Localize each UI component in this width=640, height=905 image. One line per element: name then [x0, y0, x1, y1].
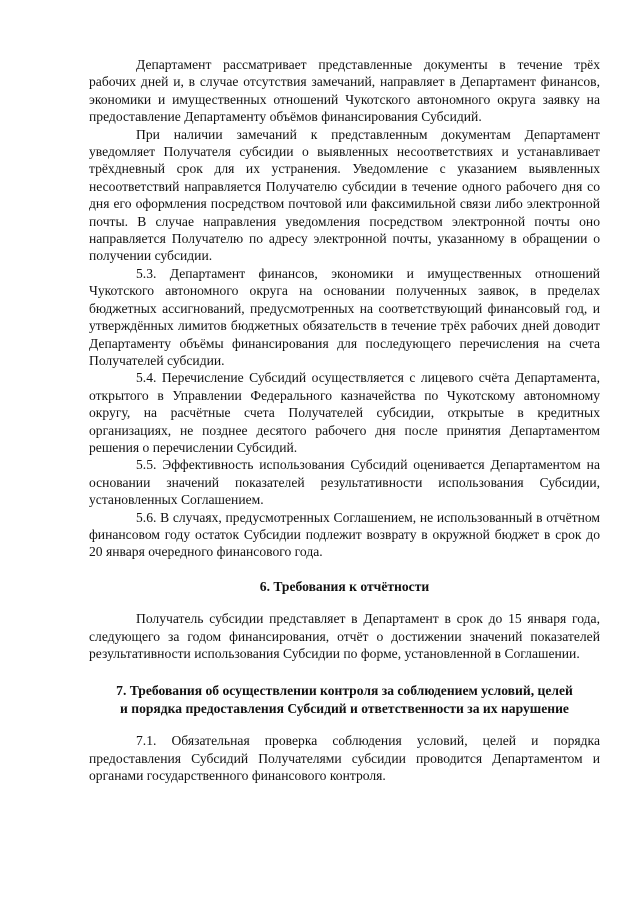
spacer: [89, 717, 600, 732]
section-6-heading: 6. Требования к отчётности: [259, 578, 430, 594]
section-7-heading-line-2: и порядка предоставления Субсидий и ответственности за их нарушение: [120, 700, 569, 716]
paragraph-5-5: 5.5. Эффективность использования Субсидий оценивается Департаментом на основании значений показателей результативности использования Субсидии, установленных Соглашением.: [89, 457, 600, 508]
section-7-heading-line-1: 7. Требования об осуществлении контроля за соблюдением условий, целей: [116, 683, 573, 699]
paragraph-remarks: При наличии замечаний к представленным документам Департамент уведомляет Получателя субсидии о выявленных несоответствиях и устанавливает трёхдневный срок для их устранения. Уведомление с указанием выявленных несоответствий направляется Получателю субсидии в течение одного рабочего дня со дня его оформления посредством почтовой или факсимильной связи либо электронной почты. В случае направления уведомления посредством электронной почты оно направляется Получателю по адресу электронной почты, указанному в обращении о получении субсидии.: [89, 126, 600, 264]
paragraph-reporting: Получатель субсидии представляет в Департамент в срок до 15 января года, следующего за годом финансирования, отчёт о достижении значений показателей результативности использования Субсидии по форме, установленной в Соглашении.: [89, 611, 600, 661]
paragraph-review-period: Департамент рассматривает представленные документы в течение трёх рабочих дней и, в случае отсутствия замечаний, направляет в Департамент финансов, экономики и имущественных отношений Чукотского автономного округа заявку на предоставление Департаменту объёмов финансирования Субсидий.: [89, 57, 600, 125]
paragraph-5-3: 5.3. Департамент финансов, экономики и имущественных отношений Чукотского автономного округа на основании полученных заявок, в пределах бюджетных ассигнований, предусмотренных на соответствующий финансовый год, и утверждённых лимитов бюджетных обязательств в течение трёх рабочих дней доводит Департаменту объёмы финансирования для последующего перечисления на счета Получателей субсидии.: [89, 265, 600, 368]
paragraph-5-4: 5.4. Перечисление Субсидий осуществляется с лицевого счёта Департамента, открытого в Управлении Федерального казначейства по Чукотскому автономному округу, на расчётные счета Получателей субсидии, открытые в кредитных организациях, не позднее десятого рабочего дня после принятия Департаментом решения о перечислении Субсидий.: [89, 370, 600, 455]
spacer: [89, 595, 600, 610]
paragraph-7-1: 7.1. Обязательная проверка соблюдения условий, целей и порядка предоставления Субсидий Получателями субсидии проводится Департаментом и органами государственного финансового контроля.: [89, 733, 600, 784]
spacer: [89, 662, 600, 682]
spacer: [89, 561, 600, 578]
section-7-heading: [89, 682, 600, 717]
document-page: [89, 56, 600, 784]
paragraph-5-6: 5.6. В случаях, предусмотренных Соглашением, не использованный в отчётном финансовом году остаток Субсидии подлежит возврату в окружной бюджет в срок до 20 января очередного финансового года.: [89, 509, 600, 560]
